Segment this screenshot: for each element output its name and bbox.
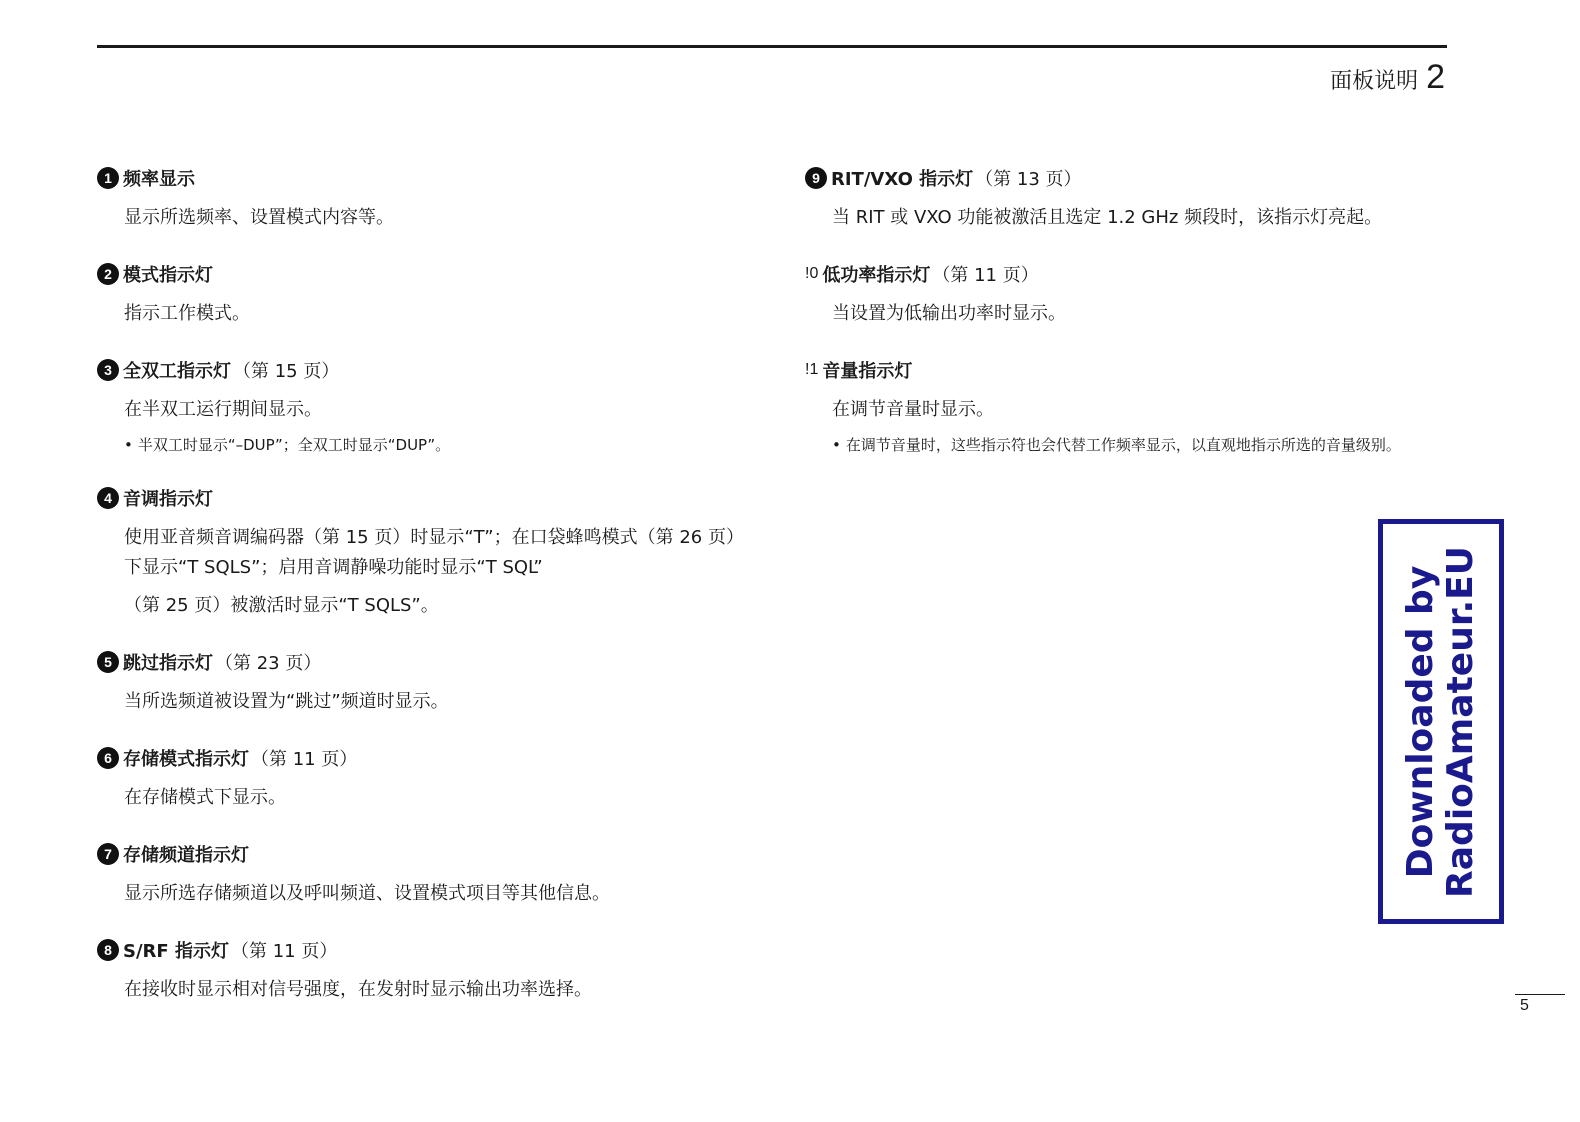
description-paragraph: 显示所选频率、设置模式内容等。 [124,207,394,228]
item-3 [97,357,757,457]
item-heading [97,357,757,383]
item-description [124,687,757,717]
item-heading [805,357,1485,383]
page-number: 5 [1520,997,1529,1014]
description-paragraph: 在调节音量时显示。 [832,399,994,420]
description-paragraph: （第 25 页）被激活时显示“T SQLS”。 [124,595,439,616]
right-column [805,165,1485,485]
item-title: 音量指示灯 [822,361,913,382]
item-heading [97,745,757,771]
page-reference: （第 13 页） [975,169,1082,190]
chapter-header [1330,58,1445,97]
item-title: 模式指示灯 [123,265,213,286]
description-paragraph: 当所选频道被设置为“跳过”频道时显示。 [124,691,449,712]
item-8 [97,937,757,1005]
watermark-box [1378,519,1504,924]
item-x0 [805,261,1485,329]
item-number: !1 [805,361,819,378]
item-number: !0 [805,265,819,282]
page-reference: （第 11 页） [251,749,358,770]
note-text: 半双工时显示“–DUP”；全双工时显示“DUP”。 [137,436,451,454]
item-note [832,433,1485,457]
item-title: 全双工指示灯 [123,361,231,382]
item-2 [97,261,757,329]
item-title: 存储频道指示灯 [123,845,249,866]
number-badge-icon: 5 [97,651,119,673]
page-reference: （第 11 页） [230,941,338,962]
item-4 [97,485,757,621]
item-description [832,299,1485,329]
item-description [124,783,757,813]
number-badge-icon: 3 [97,359,119,381]
item-title: 低功率指示灯 [822,265,931,286]
page-number-rule [1515,994,1565,995]
item-7 [97,841,757,909]
note-text: 在调节音量时，这些指示符也会代替工作频率显示，以直观地指示所选的音量级别。 [845,436,1401,454]
chapter-title: 面板说明 [1330,69,1419,94]
item-description [124,523,757,621]
item-x1 [805,357,1485,457]
item-heading [97,649,757,675]
page-reference: （第 11 页） [932,265,1039,286]
item-5 [97,649,757,717]
item-heading [805,165,1485,191]
item-heading [97,841,757,867]
item-heading [97,485,757,511]
page-reference: （第 15 页） [233,361,340,382]
item-description [124,975,757,1005]
item-description [832,395,1485,425]
number-badge-icon: 7 [97,843,119,865]
page-reference: （第 23 页） [215,653,322,674]
item-9 [805,165,1485,233]
item-6 [97,745,757,813]
top-rule [97,45,1447,48]
item-heading [97,165,757,191]
description-paragraph: 指示工作模式。 [124,303,250,324]
item-description [832,203,1485,233]
bullet-icon: • [124,436,133,454]
item-title: 音调指示灯 [123,489,213,510]
item-title: S/RF 指示灯 [123,941,229,962]
chapter-number: 2 [1426,58,1445,96]
number-badge-icon: 4 [97,487,119,509]
item-title: 跳过指示灯 [123,653,213,674]
number-badge-icon: 6 [97,747,119,769]
number-badge-icon: 8 [97,939,119,961]
watermark-text [1401,546,1481,898]
item-title: RIT/VXO 指示灯 [831,169,974,190]
description-paragraph: 在存储模式下显示。 [124,787,286,808]
item-description [124,299,757,329]
left-column [97,165,757,1033]
item-title: 存储模式指示灯 [123,749,249,770]
description-paragraph: 当 RIT 或 VXO 功能被激活且选定 1.2 GHz 频段时，该指示灯亮起。 [832,207,1383,228]
item-1 [97,165,757,233]
item-description [124,203,757,233]
number-badge-icon: 1 [97,167,119,189]
description-paragraph: 在接收时显示相对信号强度，在发射时显示输出功率选择。 [124,979,592,1000]
description-paragraph: 在半双工运行期间显示。 [124,399,322,420]
item-heading [97,261,757,287]
description-paragraph: 显示所选存储频道以及呼叫频道、设置模式项目等其他信息。 [124,883,610,904]
description-paragraph: 使用亚音频音调编码器（第 15 页）时显示“T”；在口袋蜂鸣模式（第 26 页）下显示“T SQLS”；启用音调静噪功能时显示“T SQL” [124,527,744,578]
item-description [124,879,757,909]
bullet-icon: • [832,436,841,454]
number-badge-icon: 9 [805,167,827,189]
item-title: 频率显示 [123,169,195,190]
item-note [124,433,757,457]
description-paragraph: 当设置为低输出功率时显示。 [832,303,1066,324]
number-badge-icon: 2 [97,263,119,285]
watermark-line-2: RadioAmateur.EU [1440,545,1481,898]
item-heading [97,937,757,963]
item-description [124,395,757,425]
item-heading [805,261,1485,287]
watermark-line-1: Downloaded by [1400,565,1441,878]
